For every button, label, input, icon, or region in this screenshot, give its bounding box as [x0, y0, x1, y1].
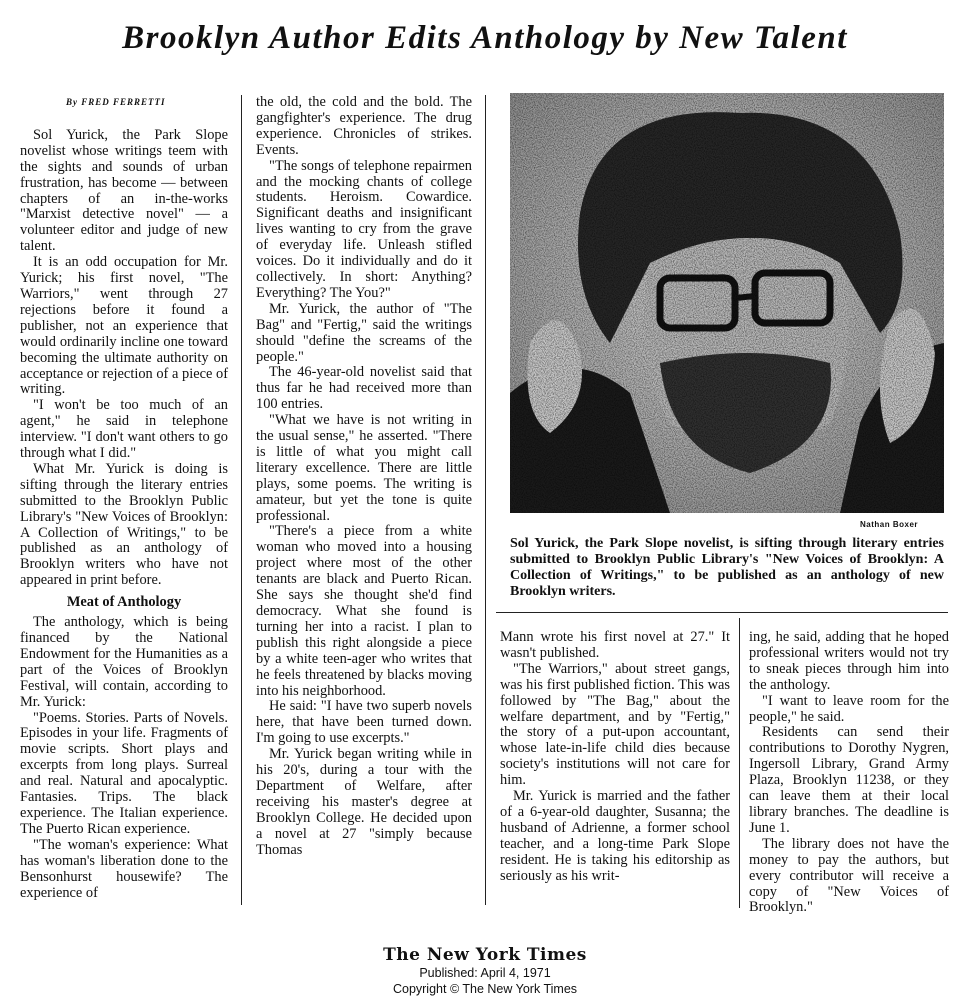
byline: By FRED FERRETTI [66, 97, 166, 107]
subhead: Meat of Anthology [66, 594, 182, 611]
paragraph: What Mr. Yurick is doing is sifting through the literary entries submitted to the Brooklyn Public Library's "New Voices of Brooklyn: A Collection of Writings," to be published as an anthology of Brooklyn writers who have not appeared in print before. [20, 460, 228, 589]
paragraph: Mr. Yurick began writing while in his 20's, during a tour with the Department of Welfare, after receiving his master's degree at Brooklyn College. He decided upon a novel at 27 "simply because Thomas [256, 746, 472, 858]
author-portrait-image [510, 93, 944, 513]
paragraph: Sol Yurick, the Park Slope novelist whose writings teem with the sights and sounds of urban frustration, has become — between chapters of an in-the-works "Marxist detective novel" — a volunteer editor and judge of new talent. [20, 126, 228, 255]
paragraph: "The songs of telephone repairmen and the mocking chants of college students. Heroism. Cowardice. Significant deaths and insignificant lives wanting to cry from the grave of everyday life. Unleash stifled voices. Do it individually and do it collectively. In short: Anything? Everything? The You?" [256, 157, 472, 301]
column-rule [739, 618, 740, 908]
column-4 [749, 630, 949, 916]
paragraph: "There's a piece from a white woman who moved into a housing project where most of the other tenants are black and Puerto Rican. She says she thought she'd find democracy. What she found is turning her into a racist. I plan to publish this right alongside a piece by a white teen-ager who writes that he feels threatened by blacks moving into his neighborhood. [256, 523, 472, 699]
column-2 [256, 95, 472, 859]
paragraph: The 46-year-old novelist said that thus far he had received more than 100 entries. [256, 364, 472, 413]
paragraph: "The woman's experience: What has woman's liberation done to the Bensonhurst housewife? The experience of [20, 836, 228, 901]
paragraph: Mr. Yurick is married and the father of a 6-year-old daughter, Susanna; the husband of Adrienne, a former school teacher, and a long-time Park Slope resident. He is taking his editorship as seriously as his writ- [500, 788, 730, 884]
headline: Brooklyn Author Edits Anthology by New Talent [122, 20, 848, 56]
paragraph: He said: "I have two superb novels here, that have been turned down. I'm going to use excerpts." [256, 698, 472, 747]
photo-credit: Nathan Boxer [860, 520, 919, 529]
paragraph: "The Warriors," about street gangs, was his first published fiction. This was followed by "The Bag," about the welfare department, and by "Fertig," the story of a put-upon accountant, whose late-in-life child dies because society's institutions will not care for him. [500, 660, 730, 789]
caption-rule [496, 612, 948, 613]
column-rule [485, 95, 486, 905]
paragraph: ing, he said, adding that he hoped professional writers would not try to sneak pieces through him into the anthology. [749, 629, 949, 693]
column-1 [20, 95, 228, 901]
copyright-notice: Copyright © The New York Times [392, 982, 578, 996]
paragraph: Residents can send their contributions to Dorothy Nygren, Ingersoll Library, Grand Army Plaza, Brooklyn 11238, or they can leave them at their local library branches. The deadline is June 1. [749, 724, 949, 836]
paragraph: Mr. Yurick, the author of "The Bag" and "Fertig," said the writings should "define the screams of the people." [256, 300, 472, 365]
footer [0, 945, 970, 997]
photo-caption: Sol Yurick, the Park Slope novelist, is sifting through literary entries submitted to Brooklyn Public Library's "New Voices of Brooklyn: A Collection of Writings," to be published as an anthology of new Brooklyn writers. [510, 536, 944, 599]
author-photo [510, 93, 944, 513]
paragraph: Mann wrote his first novel at 27." It wasn't published. [500, 629, 730, 661]
paragraph: The library does not have the money to pay the authors, but every contributor will receive a copy of "New Voices of Brooklyn." [749, 835, 949, 916]
paragraph: "What we have is not writing in the usual sense," he asserted. "There is little of what you might call literary excellence. There are little plays, some poems. The writing is amateur, but yet the tone is quite professional. [256, 412, 472, 524]
paragraph: the old, the cold and the bold. The gangfighter's experience. The drug experience. Chronicles of strikes. Events. [256, 94, 472, 158]
paragraph: It is an odd occupation for Mr. Yurick; his first novel, "The Warriors," went through 27 rejections before it found a publisher, not an experience that would ordinarily incline one toward becoming the ultimate authority on acceptance or rejection of a piece of writing. [20, 254, 228, 398]
published-date: Published: April 4, 1971 [419, 966, 551, 980]
paragraph: "I won't be too much of an agent," he said in telephone interview. "I don't want others to go through what I did." [20, 397, 228, 462]
paragraph: "Poems. Stories. Parts of Novels. Episodes in your life. Fragments of movie scripts. Short plays and excerpts from long plays. Surreal and real. Natural and apocalyptic. Fantasies. Trips. The black experience. The Italian experience. The Puerto Rican experience. [20, 709, 228, 837]
paragraph: The anthology, which is being financed by the National Endowment for the Humanities as a part of the Voices of Brooklyn Festival, will contain, according to Mr. Yurick: [20, 614, 228, 710]
masthead-logo: The New York Times [383, 945, 587, 965]
column-3 [500, 630, 730, 885]
paragraph: "I want to leave room for the people," he said. [749, 692, 949, 725]
column-rule [241, 95, 242, 905]
